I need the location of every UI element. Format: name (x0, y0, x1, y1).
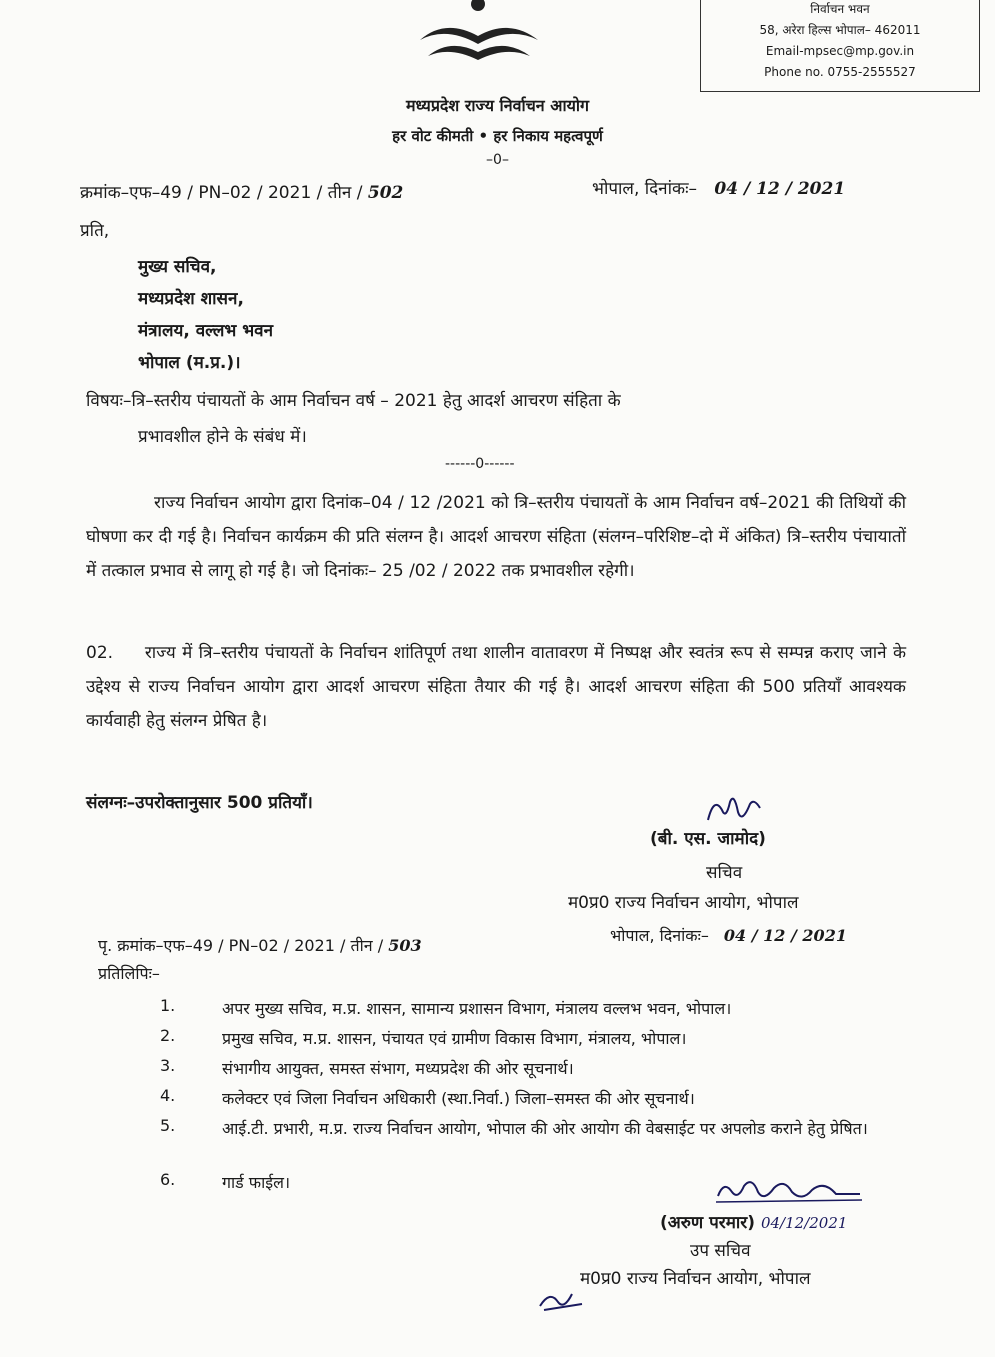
org-name: मध्यप्रदेश राज्य निर्वाचन आयोग (405, 96, 590, 115)
cc-item-1-number: 1. (160, 996, 176, 1015)
recipient-line3: मंत्रालय, वल्लभ भवन (138, 321, 274, 341)
reference-number-hand: 502 (367, 183, 404, 203)
reference-date (592, 176, 845, 199)
subject-line2: प्रभावशील होने के संबंध में। (138, 427, 307, 447)
signatory-2-name (660, 1210, 847, 1233)
signatory-1-name: (बी. एस. जामोद) (650, 829, 766, 849)
body-paragraph-2 (86, 636, 906, 738)
signatory-1-office: म0प्र0 राज्य निर्वाचन आयोग, भोपाल (568, 893, 799, 913)
signature-2-icon (712, 1172, 872, 1208)
paragraph-1-text: राज्य निर्वाचन आयोग द्वारा दिनांक–04 / 12 /2021 को त्रि–स्तरीय पंचायतों के आम निर्वाचन वर्ष–2021 की तिथियों की घोषणा कर दी गई है। निर्वाचन कार्यक्रम की प्रति संलग्न है। आदर्श आचरण संहिता (संलग्न–परिशिष्ट–दो में अंकित) त्रि–स्तरीय पंचायातों में तत्काल प्रभाव से लागू हो गई है। जो दिनांकः– 25 /02 / 2022 तक प्रभावशील रहेगी। (86, 493, 906, 581)
cc-item-2-text: प्रमुख सचिव, म.प्र. शासन, पंचायत एवं ग्रामीण विकास विभाग, मंत्रालय, भोपाल। (222, 1029, 687, 1048)
signatory-2-date-hand: 04/12/2021 (760, 1214, 848, 1232)
paragraph-2-text (86, 636, 906, 738)
signature-1-icon (700, 790, 770, 830)
subject-line1: विषयः–त्रि–स्तरीय पंचायतों के आम निर्वाचन वर्ष – 2021 हेतु आदर्श आचरण संहिता के (86, 391, 621, 411)
reference-number-text: क्रमांक–एफ–49 / PN–02 / 2021 / तीन / (80, 183, 363, 203)
cc-item-3-text: संभागीय आयुक्त, समस्त संभाग, मध्यप्रदेश की ओर सूचनार्थ। (222, 1059, 574, 1078)
reference-date-hand: 04 / 12 / 2021 (714, 179, 846, 199)
cc-item-3-number: 3. (160, 1056, 176, 1075)
signatory-2-office: म0प्र0 राज्य निर्वाचन आयोग, भोपाल (580, 1269, 811, 1289)
subject-divider: ------0------ (445, 456, 515, 472)
address-phone: Phone no. 0755-2555527 (764, 65, 916, 79)
cc-item-1-text: अपर मुख्य सचिव, म.प्र. शासन, सामान्य प्रशासन विभाग, मंत्रालय वल्लभ भवन, भोपाल। (222, 999, 732, 1018)
endorsement-place-date: भोपाल, दिनांकः– (610, 926, 709, 945)
initials-mark-icon (536, 1284, 586, 1314)
endorsement-number-text: पृ. क्रमांक–एफ–49 / PN–02 / 2021 / तीन / (98, 936, 384, 955)
recipient-line1: मुख्य सचिव, (138, 257, 217, 277)
body-paragraph-1 (86, 486, 906, 588)
prati-label: प्रति, (80, 221, 110, 241)
endorsement-date (610, 924, 847, 946)
address-email: Email-mpsec@mp.gov.in (765, 44, 915, 58)
enclosure-note: संलग्नः–उपरोक्तानुसार 500 प्रतियाँ। (86, 793, 313, 813)
reference-number (80, 180, 403, 203)
endorsement-date-hand: 04 / 12 / 2021 (723, 926, 847, 945)
header-divider: –0– (486, 152, 509, 168)
cc-item-5-number: 5. (160, 1116, 176, 1135)
cc-item-6-number: 6. (160, 1170, 176, 1189)
endorsement-number (98, 934, 422, 956)
address-line1: निर्वाचन भवन (810, 2, 870, 16)
address-box (700, 0, 980, 92)
reference-place-date: भोपाल, दिनांकः– (592, 179, 698, 199)
cc-item-2-number: 2. (160, 1026, 176, 1045)
paragraph-2-body: राज्य में त्रि–स्तरीय पंचायतों के निर्वाचन शांतिपूर्ण तथा शालीन वातावरण में निष्पक्ष और स्वतंत्र रूप से सम्पन्न कराए जाने के उद्देश्य से राज्य निर्वाचन आयोग द्वारा आदर्श आचरण संहिता तैयार की गई है। आदर्श आचरण संहिता की 500 प्रतियाँ आवश्यक कार्यवाही हेतु संलग्न प्रेषित है। (86, 643, 906, 731)
cc-item-4-text: कलेक्टर एवं जिला निर्वाचन अधिकारी (स्था.निर्वा.) जिला–समस्त की ओर सूचनार्थ। (222, 1089, 695, 1108)
paragraph-2-number: 02. (86, 643, 114, 663)
recipient-line4: भोपाल (म.प्र.)। (138, 353, 241, 373)
address-line2: 58, अरेरा हिल्स भोपाल– 462011 (759, 23, 921, 37)
signatory-2-name-text: (अरुण परमार) (660, 1213, 756, 1233)
tagline: हर वोट कीमती • हर निकाय महत्वपूर्ण (392, 127, 603, 145)
signatory-2-designation: उप सचिव (690, 1241, 751, 1261)
recipient-line2: मध्यप्रदेश शासन, (138, 289, 244, 309)
endorsement-number-hand: 503 (388, 936, 422, 955)
signatory-1-designation: सचिव (706, 863, 743, 883)
commission-logo-icon (410, 0, 550, 70)
cc-item-4-number: 4. (160, 1086, 176, 1105)
cc-item-5-text: आई.टी. प्रभारी, म.प्र. राज्य निर्वाचन आयोग, भोपाल की ओर आयोग की वेबसाईट पर अपलोड कराने हेतु प्रेषित। (222, 1119, 868, 1138)
copy-to-label: प्रतिलिपिः– (98, 964, 160, 983)
cc-item-6-text: गार्ड फाईल। (222, 1173, 291, 1192)
